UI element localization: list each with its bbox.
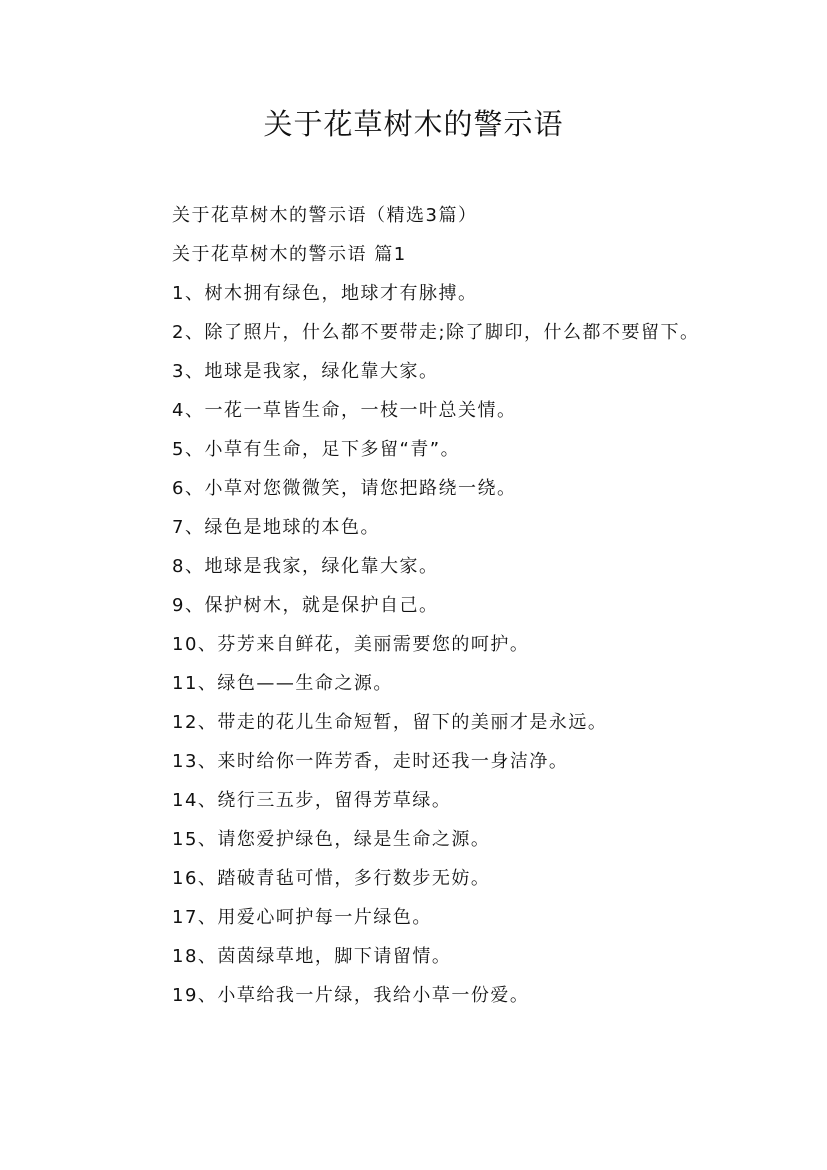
list-item: 6、小草对您微微笑，请您把路绕一绕。: [172, 478, 517, 499]
list-item: 8、地球是我家，绿化靠大家。: [172, 556, 439, 577]
list-item: 10、芬芳来自鲜花，美丽需要您的呵护。: [172, 634, 530, 655]
list-item: 18、茵茵绿草地，脚下请留情。: [172, 946, 452, 967]
list-item: 19、小草给我一片绿，我给小草一份爱。: [172, 985, 530, 1006]
list-item: 17、用爱心呵护每一片绿色。: [172, 907, 432, 928]
list-item: 2、除了照片，什么都不要带走;除了脚印，什么都不要留下。: [172, 322, 700, 343]
list-item: 16、踏破青毡可惜，多行数步无妨。: [172, 868, 491, 889]
section-heading: 关于花草树木的警示语 篇1: [172, 244, 407, 265]
list-item: 7、绿色是地球的本色。: [172, 517, 380, 538]
list-item: 15、请您爱护绿色，绿是生命之源。: [172, 829, 491, 850]
list-item: 1、树木拥有绿色，地球才有脉搏。: [172, 283, 478, 304]
list-item: 12、带走的花儿生命短暂，留下的美丽才是永远。: [172, 712, 608, 733]
intro-line: 关于花草树木的警示语（精选3篇）: [172, 205, 478, 226]
document-body: [127, 196, 712, 1015]
list-item: 11、绿色——生命之源。: [172, 673, 393, 694]
list-item: 13、来时给你一阵芳香，走时还我一身洁净。: [172, 751, 569, 772]
list-item: 5、小草有生命，足下多留“青”。: [172, 439, 461, 460]
list-item: 14、绕行三五步，留得芳草绿。: [172, 790, 452, 811]
list-item: 4、一花一草皆生命，一枝一叶总关情。: [172, 400, 517, 421]
list-item: 9、保护树木，就是保护自己。: [172, 595, 439, 616]
document-title: 关于花草树木的警示语: [263, 107, 564, 141]
list-item: 3、地球是我家，绿化靠大家。: [172, 361, 439, 382]
